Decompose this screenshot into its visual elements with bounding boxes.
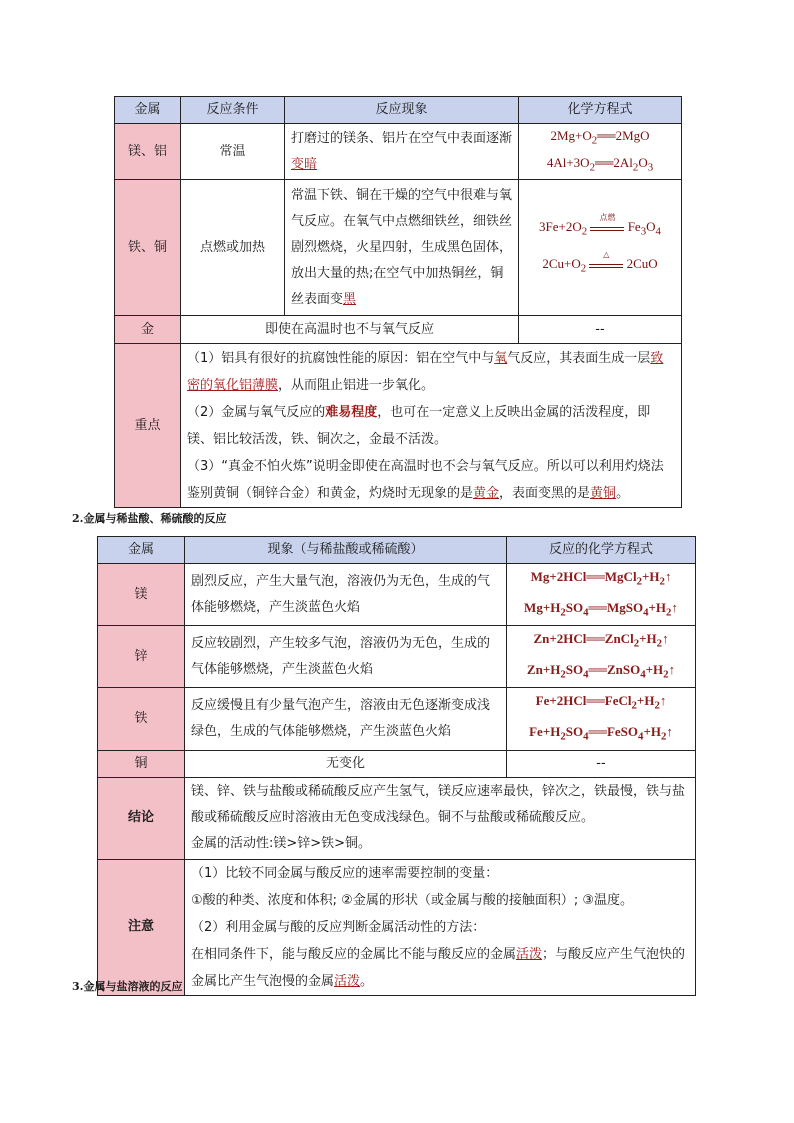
header-phenomenon: 反应现象 <box>285 97 519 124</box>
header-metal: 金属 <box>115 97 181 124</box>
key-points-cell <box>181 344 682 508</box>
metal-cell: 镁、铝 <box>115 124 181 180</box>
row-key-points <box>115 344 682 508</box>
row-zn <box>98 626 696 688</box>
table2-header-row <box>98 537 696 564</box>
note-4: 在相同条件下，能与酸反应的金属比不能与酸反应的金属活泼；与酸反应产生气泡快的金属比产生气泡慢的金属活泼。 <box>191 946 686 989</box>
table1-header-row <box>115 97 682 124</box>
phenomenon-cell <box>285 124 519 180</box>
header-phenomenon: 现象（与稀盐酸或稀硫酸） <box>185 537 507 564</box>
conclusion-text: 镁、锌、铁与盐酸或稀硫酸反应产生氢气，镁反应速率最快，锌次之，铁最慢，铁与盐酸或稀硫酸反应时溶液由无色变成浅绿色。铜不与盐酸或稀硫酸反应。 <box>191 784 686 826</box>
condition-arrow: △ <box>589 262 623 268</box>
phenomenon-cell <box>285 180 519 316</box>
equation-cell <box>519 180 682 316</box>
header-condition: 反应条件 <box>181 97 285 124</box>
key-point-2: （2）金属与氧气反应的难易程度，也可在一定意义上反映出金属的活泼程度，即镁、铝比较活泼，铁、铜次之，金最不活泼。 <box>187 404 651 447</box>
row-cu <box>98 750 696 777</box>
row-au <box>115 316 682 344</box>
condition-arrow: 点燃 <box>590 225 624 231</box>
equation-cu: $2Cu+O_2$ △ 2CuO <box>542 249 658 275</box>
key-point-3: （3）“真金不怕火炼”说明金即使在高温时也不会与氧气反应。所以可以利用灼烧法鉴别黄铜（铜锌合金）和黄金，灼烧时无现象的是黄金，表面变黑的是黄铜。 <box>187 458 664 501</box>
equation-cell: -- <box>519 316 682 344</box>
phenomenon-highlight: 黑 <box>343 291 357 307</box>
section-heading-2: 2.金属与稀盐酸、稀硫酸的反应 <box>72 512 227 525</box>
equation-cell <box>507 626 696 688</box>
row-mg <box>98 564 696 626</box>
header-equation: 化学方程式 <box>519 97 682 124</box>
conclusion-cell <box>185 777 696 859</box>
equation-mg: $2Mg+O_2══2MgO$ <box>550 127 650 147</box>
phenomenon-cell: 反应较剧烈，产生较多气泡，溶液仍为无色，生成的气体能够燃烧，产生淡蓝色火焰 <box>185 626 507 688</box>
note-1: （1）比较不同金属与酸反应的速率需要控制的变量： <box>191 865 499 881</box>
condition-cell: 常温 <box>181 124 285 180</box>
equation-hcl: $Mg+2HCl══MgCl_2+H_2↑$ <box>530 569 672 588</box>
row-fe <box>98 688 696 750</box>
equation-h2so4: $Zn+H_2SO_4══ZnSO_4+H_2↑$ <box>526 661 676 681</box>
phenomenon-text: 打磨过的镁条、铝片在空气中表面逐渐 <box>291 130 513 146</box>
notes-label: 注意 <box>98 859 185 995</box>
equation-h2so4: $Fe+H_2SO_4══FeSO_4+H_2↑$ <box>529 723 673 743</box>
metal-acid-table <box>97 536 696 996</box>
note-2: ①酸的种类、浓度和体积; ②金属的形状（或金属与酸的接触面积）; ③温度。 <box>191 892 633 908</box>
notes-cell <box>185 859 696 995</box>
row-notes <box>98 859 696 995</box>
row-conclusion <box>98 777 696 859</box>
activity-order: 金属的活动性:镁>锌>铁>铜。 <box>191 836 372 852</box>
metal-cell: 金 <box>115 316 181 344</box>
phenomenon-cell: 剧烈反应，产生大量气泡，溶液仍为无色，生成的气体能够燃烧，产生淡蓝色火焰 <box>185 564 507 626</box>
equation-fe: $3Fe+2O_2$ 点燃 $Fe_3O_4$ <box>539 212 661 238</box>
key-point-1: （1）铝具有很好的抗腐蚀性能的原因：铝在空气中与氧气反应，其表面生成一层致密的氧化铝薄膜，从而阻止铝进一步氧化。 <box>187 350 664 393</box>
equation-hcl: $Zn+2HCl══ZnCl_2+H_2↑$ <box>533 631 669 650</box>
row-mg-al <box>115 124 682 180</box>
conclusion-label: 结论 <box>98 777 185 859</box>
equation-cell <box>519 124 682 180</box>
phenomenon-text: 常温下铁、铜在干燥的空气中很难与氧气反应。在氧气中点燃细铁丝，细铁丝剧烈燃烧，火星四射，生成黑色固体，放出大量的热;在空气中加热铜丝，铜丝表面变 <box>291 187 513 307</box>
equation-cell: -- <box>507 750 696 777</box>
header-metal: 金属 <box>98 537 185 564</box>
metal-cell: 铜 <box>98 750 185 777</box>
equation-cell <box>507 688 696 750</box>
key-points-label: 重点 <box>115 344 181 508</box>
row-fe-cu <box>115 180 682 316</box>
equation-cell <box>507 564 696 626</box>
header-equation: 反应的化学方程式 <box>507 537 696 564</box>
equation-hcl: $Fe+2HCl══FeCl_2+H_2↑$ <box>535 693 667 712</box>
note-3: （2）利用金属与酸的反应判断金属活动性的方法： <box>191 919 486 935</box>
section-heading-3: 3.金属与盐溶液的反应 <box>72 980 183 993</box>
metal-oxygen-table <box>114 96 682 508</box>
equation-al: $4Al+3O_2══2Al_2O_3$ <box>546 154 654 174</box>
condition-cell: 点燃或加热 <box>181 180 285 316</box>
metal-cell: 锌 <box>98 626 185 688</box>
equation-h2so4: $Mg+H_2SO_4══MgSO_4+H_2↑$ <box>524 599 678 619</box>
au-note-cell: 即使在高温时也不与氧气反应 <box>181 316 519 344</box>
metal-cell: 铁 <box>98 688 185 750</box>
metal-cell: 铁、铜 <box>115 180 181 316</box>
metal-cell: 镁 <box>98 564 185 626</box>
phenomenon-cell: 反应缓慢且有少量气泡产生，溶液由无色逐渐变成浅绿色，生成的气体能够燃烧，产生淡蓝色火焰 <box>185 688 507 750</box>
phenomenon-highlight: 变暗 <box>291 156 318 172</box>
phenomenon-cell: 无变化 <box>185 750 507 777</box>
